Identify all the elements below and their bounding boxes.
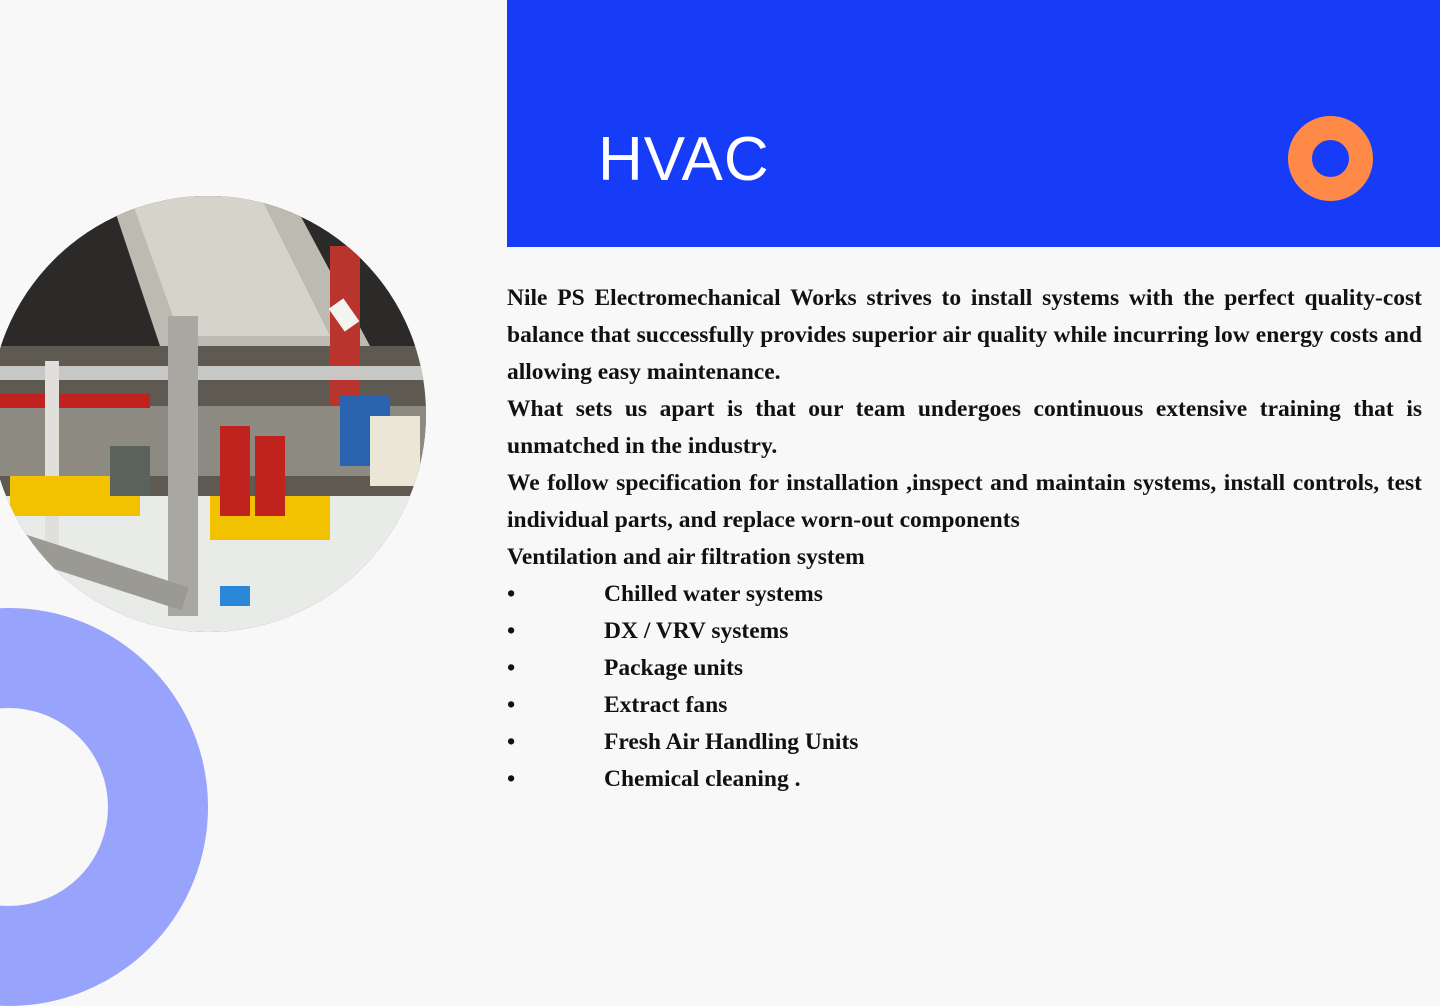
bullet-icon: • xyxy=(507,655,516,681)
list-item xyxy=(507,613,1422,650)
list-item-label: Chilled water systems xyxy=(604,581,823,607)
services-list xyxy=(507,576,1422,798)
hvac-plant-room-photo xyxy=(0,196,426,632)
bullet-icon: • xyxy=(507,618,516,644)
intro-paragraph: Nile PS Electromechanical Works strives to install systems with the perfect quality-cost balance that successfully provides superior air quality while incurring low energy costs and allowing easy maintenance. xyxy=(507,285,1422,385)
list-item-label: Extract fans xyxy=(604,692,728,718)
list-heading: Ventilation and air filtration system xyxy=(507,544,865,570)
bullet-icon: • xyxy=(507,729,516,755)
content-text xyxy=(507,280,1422,798)
specification-paragraph: We follow specification for installation ,inspect and maintain systems, install controls, test individual parts, and replace worn-out components xyxy=(507,470,1422,533)
list-item xyxy=(507,576,1422,613)
training-paragraph: What sets us apart is that our team undergoes continuous extensive training that is unmatched in the industry. xyxy=(507,396,1422,459)
bullet-icon: • xyxy=(507,692,516,718)
bullet-icon: • xyxy=(507,766,516,792)
list-item-label: Fresh Air Handling Units xyxy=(604,729,859,755)
list-item-label: Package units xyxy=(604,655,744,681)
orange-ring-decoration xyxy=(1288,116,1373,201)
lavender-arc-decoration xyxy=(0,608,208,1006)
list-item-label: DX / VRV systems xyxy=(604,618,789,644)
slide-title: HVAC xyxy=(598,125,770,194)
bullet-icon: • xyxy=(507,581,516,607)
list-item xyxy=(507,650,1422,687)
photo-illustration xyxy=(0,196,426,632)
list-item xyxy=(507,687,1422,724)
list-item-label: Chemical cleaning . xyxy=(604,766,801,792)
list-item xyxy=(507,724,1422,761)
list-item xyxy=(507,761,1422,798)
